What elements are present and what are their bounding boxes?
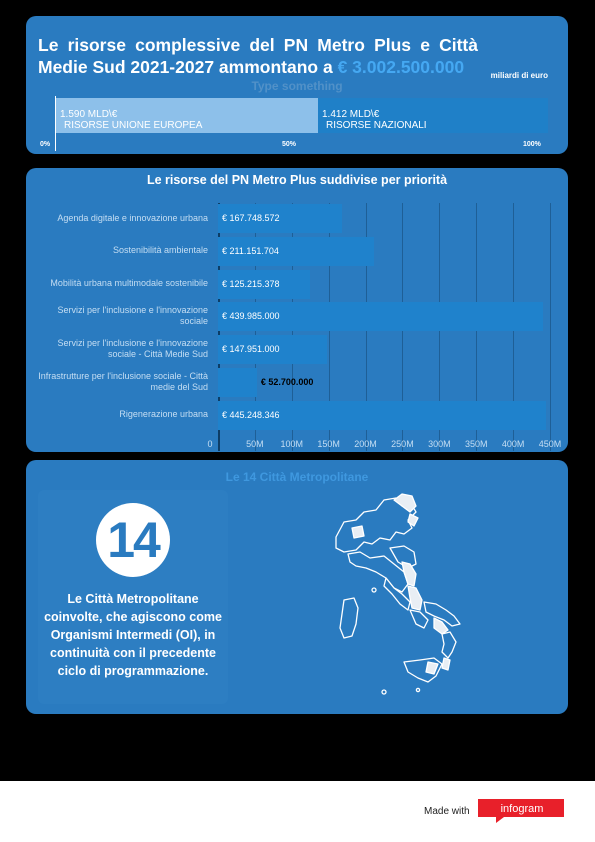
footer <box>0 781 595 842</box>
x-tick-label: 350M <box>464 439 488 449</box>
x-tick-label: 100M <box>280 439 304 449</box>
headline <box>38 34 478 78</box>
category-label: Infrastrutture per l'inclusione sociale - Città medie del Sud <box>38 371 208 392</box>
headline-amount: € 3.002.500.000 <box>337 57 465 77</box>
national-label: RISORSE NAZIONALI <box>326 120 427 131</box>
placeholder-text: Type something <box>251 79 343 93</box>
description-part-1: Le Città Metropolitane coinvolte, che agiscono come <box>44 592 222 624</box>
brand-name: infogram <box>500 803 544 815</box>
eu-value: 1.590 MLD\€ <box>60 109 118 120</box>
priorities-chart-card <box>26 168 568 452</box>
x-tick-label: 450M <box>538 439 562 449</box>
info-box <box>38 490 228 704</box>
tick-0: 0% <box>40 141 51 148</box>
bar-eu-resources[interactable] <box>56 98 318 133</box>
total-resources-card <box>26 16 568 154</box>
x-tick-label: 400M <box>501 439 525 449</box>
x-tick-label: 300M <box>428 439 451 449</box>
description-bold: Organismi Intermedi <box>50 628 173 642</box>
description <box>44 590 222 680</box>
bar-value-label: € 147.951.000 <box>222 344 280 355</box>
x-tick-label: 0 <box>207 439 213 449</box>
bar-value-label: € 211.151.704 <box>222 245 279 256</box>
category-label: Sostenibilità ambientale <box>112 245 208 256</box>
bar-value-label: € 125.215.378 <box>222 278 280 289</box>
bar-value-label: € 439.985.000 <box>222 311 280 322</box>
count-circle: 14 <box>96 503 170 577</box>
chart-title: Le risorse del PN Metro Plus suddivise per priorità <box>146 173 448 187</box>
category-label: Rigenerazione urbana <box>119 409 208 420</box>
italy-map-icon <box>324 492 524 702</box>
unit-note: miliardi di euro <box>490 71 548 80</box>
gridline <box>550 203 551 451</box>
category-label: Agenda digitale e innovazione urbana <box>57 212 208 223</box>
category-label: Servizi per l'inclusione e l'innovazione sociale - Città Medie Sud <box>57 338 208 360</box>
x-tick-label: 200M <box>354 439 377 449</box>
x-tick-label: 150M <box>317 439 340 449</box>
tick-50: 50% <box>282 141 297 148</box>
metro-cities-card <box>26 460 568 714</box>
bar-value-label: € 52.700.000 <box>260 377 314 387</box>
metro-cities-title: Le 14 Città Metropolitane <box>225 470 369 484</box>
infogram-logo[interactable] <box>478 799 564 823</box>
description-part-2: (OI), in continuità con il precedente ciclo di programmazione. <box>50 628 216 678</box>
axis-line <box>55 96 56 151</box>
x-tick-label: 50M <box>246 439 264 449</box>
bar[interactable] <box>218 368 257 397</box>
bar-national-resources[interactable] <box>318 98 548 133</box>
headline-text: Le risorse complessive del PN Metro Plus e Città Medie Sud 2021-2027 ammontano a <box>38 35 478 77</box>
eu-label: RISORSE UNIONE EUROPEA <box>64 120 203 131</box>
national-value: 1.412 MLD\€ <box>322 109 380 120</box>
category-label: Mobilità urbana multimodale sostenibile <box>50 278 208 289</box>
category-label: Servizi per l'inclusione e l'innovazione sociale <box>57 305 208 327</box>
bar-value-label: € 445.248.346 <box>222 409 280 420</box>
tick-100: 100% <box>523 141 541 148</box>
made-with-text: Made with <box>424 806 470 817</box>
bar-value-label: € 167.748.572 <box>222 213 280 223</box>
x-tick-label: 250M <box>391 439 414 449</box>
